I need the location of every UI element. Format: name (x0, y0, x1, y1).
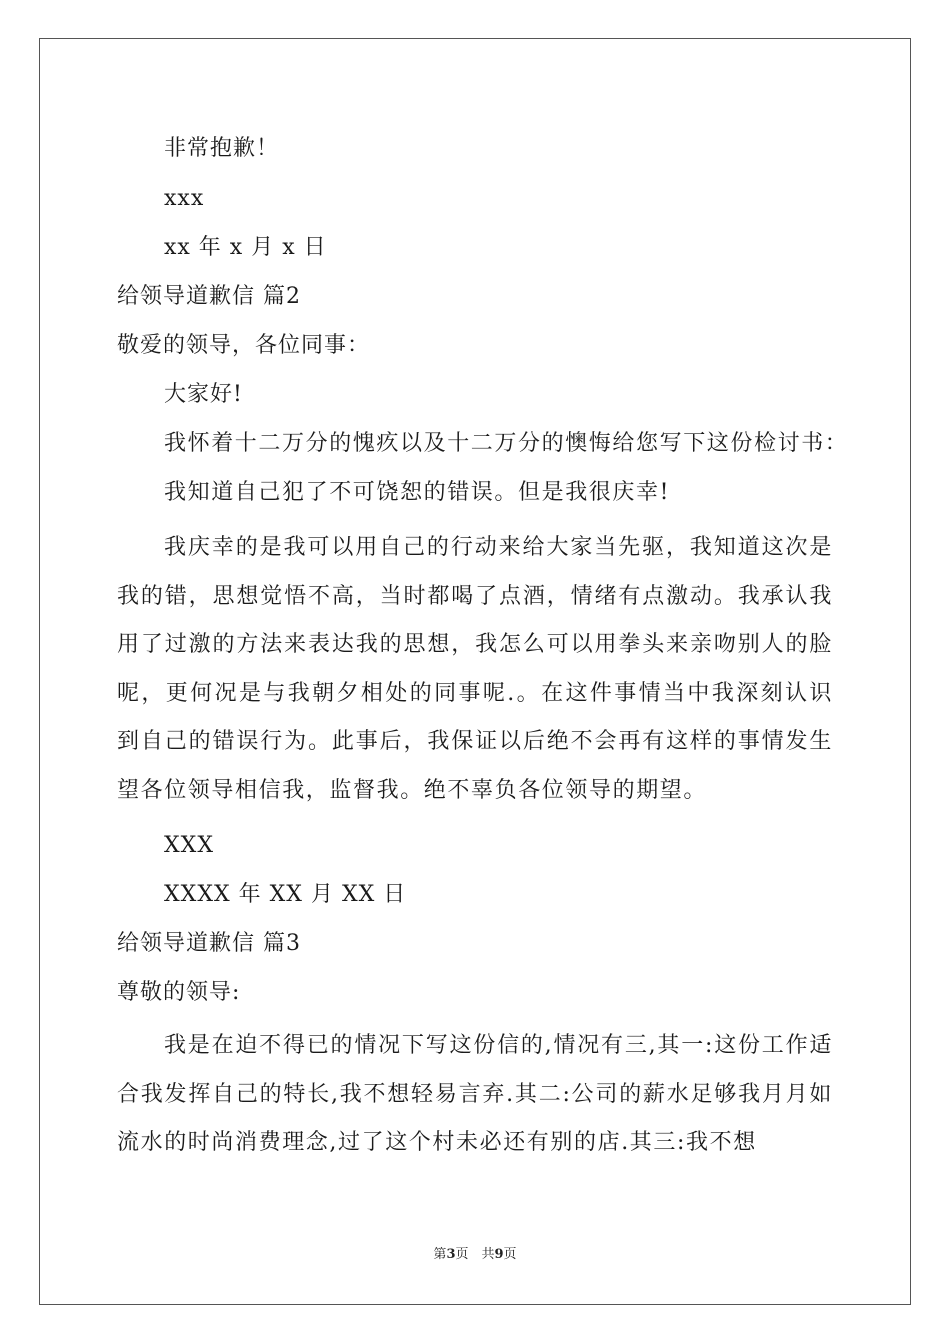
closing-apology: 非常抱歉！ (164, 136, 280, 161)
date-2: XXXX 年 XX 月 XX 日 (164, 882, 407, 907)
page-footer (0, 1246, 950, 1264)
footer-suffix: 页 (503, 1247, 517, 1262)
body-paragraph-3: 我是在迫不得已的情况下写这份信的,情况有三,其一:这份工作适合我发挥自己的特长,我不想轻易言弃.其二:公司的薪水足够我月月如流水的时尚消费理念,过了这个村未必还有别的店.其三:我不想 (117, 1033, 833, 1155)
section-title-3: 给领导道歉信 篇3 (117, 931, 301, 956)
footer-prefix: 第 (433, 1247, 447, 1262)
footer-total-pages: 9 (494, 1247, 504, 1262)
footer-mid: 页 共 (455, 1247, 495, 1262)
greeting-2: 大家好! (164, 382, 243, 407)
paragraph-line: 我怀着十二万分的愧疚以及十二万分的懊悔给您写下这份检讨书： (164, 431, 849, 456)
footer-page-number: 3 (446, 1247, 456, 1262)
body-paragraph-2: 我庆幸的是我可以用自己的行动来给大家当先驱，我知道这次是我的错，思想觉悟不高，当时都喝了点酒，情绪有点激动。我承认我用了过激的方法来表达我的思想，我怎么可以用拳头来亲吻别人的脸呢，更何况是与我朝夕相处的同事呢.。在这件事情当中我深刻认识到自己的错误行为。此事后，我保证以后绝不会再有这样的事情发生望各位领导相信我，监督我。绝不辜负各位领导的期望。 (117, 535, 833, 803)
date: xx 年 x 月 x 日 (164, 235, 327, 260)
salutation-3: 尊敬的领导: (117, 980, 241, 1005)
section-title-2: 给领导道歉信 篇2 (117, 284, 301, 309)
signature: xxx (164, 186, 205, 211)
signature-2: XXX (164, 833, 214, 858)
paragraph-line: 我知道自己犯了不可饶恕的错误。但是我很庆幸! (164, 480, 671, 505)
salutation-2: 敬爱的领导，各位同事： (117, 333, 371, 358)
